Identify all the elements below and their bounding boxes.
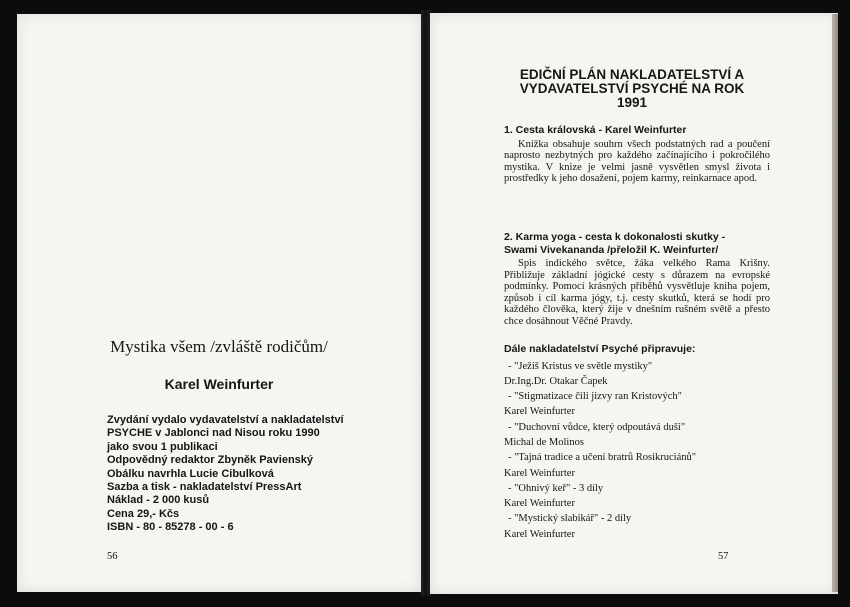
- publication-title: - "Ježíš Kristus ve světle mystiky": [508, 360, 653, 372]
- imprint-line: PSYCHE v Jablonci nad Nisou roku 1990: [107, 427, 320, 440]
- publication-author: Karel Weinfurter: [504, 528, 575, 540]
- imprint-line: Odpovědný redaktor Zbyněk Pavienský: [107, 454, 314, 467]
- page-edge: [832, 14, 838, 592]
- left-page: [17, 14, 421, 592]
- book-gutter: [421, 10, 430, 596]
- publication-title: - "Mystický slabikář" - 2 díly: [508, 513, 632, 525]
- book-author: Karel Weinfurter: [164, 376, 274, 392]
- page-number-left: 56: [107, 551, 118, 562]
- publication-author: Karel Weinfurter: [504, 498, 575, 510]
- book-title: Mystika všem /zvláště rodičům/: [110, 337, 328, 356]
- page-number-right: 57: [718, 551, 729, 562]
- publication-author: Michal de Molinos: [504, 436, 584, 448]
- plan-section-2: [504, 231, 770, 328]
- heading-line: Swami Vivekananda /přeložil K. Weinfurter/: [504, 243, 719, 256]
- title-line: EDIČNÍ PLÁN NAKLADATELSTVÍ A: [519, 67, 745, 82]
- section-body: Knížka obsahuje souhrn všech podstatných rad a poučení naprosto nezbytných pro každého začínajícího i pokročilého mystika. V knize je velmi jasně vysvětlen smysl života i prostředky k jeho dosažení, pojem karmy, reinkarnace apod.: [504, 138, 770, 185]
- publication-list: [504, 359, 770, 543]
- title-line: 1991: [616, 95, 648, 110]
- publication-title: - "Tajná tradice a učení bratrů Rosikruciánů": [508, 452, 697, 464]
- imprint-line: jako svou 1 publikaci: [107, 440, 218, 453]
- publication-author: Karel Weinfurter: [504, 406, 575, 418]
- heading-line: 2. Karma yoga - cesta k dokonalosti skutky -: [504, 231, 726, 243]
- publication-author: Dr.Ing.Dr. Otakar Čapek: [504, 375, 608, 387]
- section-body: Spis indického světce, žáka velkého Rama Krišny. Přibližuje základní jógické cesty s důrazem na evropské podmínky. Pomocí krásných příběhů vysvětluje kniha pojem, způsob i cíl karma jógy, t.j. cesty skutků, která se hodí pro každého člověka, který žije v dnešním rušném světě a přesto chce dosáhnout Věčné Pravdy.: [504, 258, 770, 327]
- section-heading: Dále nakladatelství Psyché připravuje:: [504, 343, 696, 355]
- imprint-line: Zvydání vydalo vydavatelství a nakladatelství: [107, 414, 344, 426]
- upcoming-publications: [504, 343, 770, 542]
- imprint-line: Sazba a tisk - nakladatelství PressArt: [107, 481, 302, 494]
- imprint-line: Náklad - 2 000 kusů: [107, 494, 210, 507]
- right-page: [430, 13, 838, 594]
- imprint-line: ISBN - 80 - 85278 - 00 - 6: [107, 521, 234, 534]
- publishing-plan-title: [502, 68, 762, 110]
- imprint-line: Obálku navrhla Lucie Cibulková: [107, 467, 274, 480]
- publication-title: - "Stigmatizace čili jizvy ran Kristových": [508, 391, 682, 403]
- section-heading: 1. Cesta královská - Karel Weinfurter: [504, 124, 687, 136]
- imprint-line: Cena 29,- Kčs: [107, 507, 180, 520]
- plan-section-1: [504, 124, 770, 185]
- section-heading: [504, 231, 770, 256]
- publication-title: - "Duchovní vůdce, který odpoutává duši": [508, 421, 686, 433]
- publication-author: Karel Weinfurter: [504, 467, 575, 479]
- title-line: VYDAVATELSTVÍ PSYCHÉ NA ROK: [519, 81, 745, 96]
- publication-title: - "Ohnivý keř" - 3 díly: [508, 482, 604, 494]
- imprint-block: [107, 414, 417, 535]
